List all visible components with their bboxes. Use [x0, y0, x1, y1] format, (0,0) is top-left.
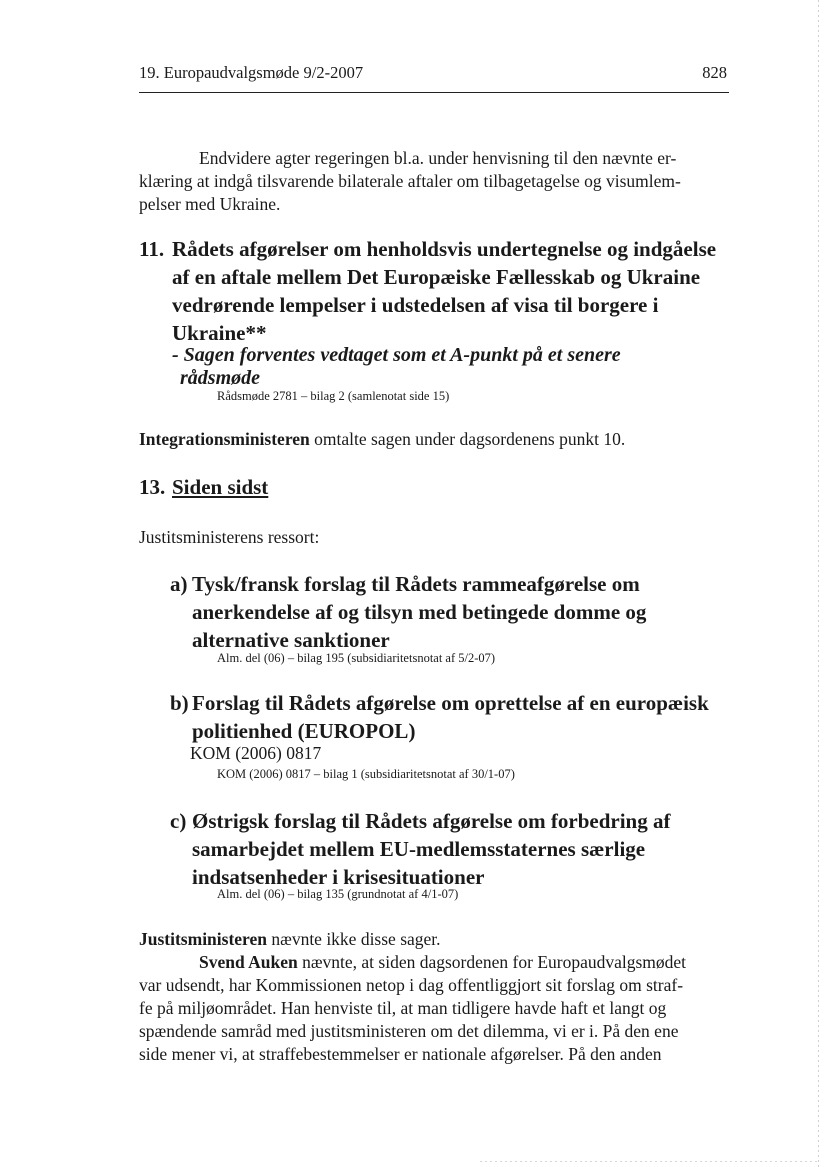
- subitem-c-title-line: samarbejdet mellem EU-medlemsstaternes særlige: [192, 837, 646, 861]
- item-11-note: Rådsmøde 2781 – bilag 2 (samlenotat side 15): [217, 389, 450, 403]
- closing-line-4: fe på miljøområdet. Han henviste til, at man tidligere havde haft et langt og: [139, 998, 667, 1018]
- intro-line-3: pelser med Ukraine.: [139, 194, 281, 214]
- subitem-b-letter: b): [170, 691, 189, 715]
- header-rule: [139, 92, 729, 93]
- item-11-body: [139, 426, 625, 452]
- closing-line-1-text: nævnte ikke disse sager.: [267, 929, 441, 949]
- subitem-c-heading: [170, 807, 732, 891]
- running-header: [139, 61, 729, 89]
- subitem-b-title-line: politienhed (EUROPOL): [192, 719, 416, 743]
- intro-line-1: Endvidere agter regeringen bl.a. under henvisning til den nævnte er-: [199, 148, 677, 168]
- closing-line-5: spændende samråd med justitsministeren om det dilemma, vi er i. På den ene: [139, 1021, 679, 1041]
- subitem-a-title-line: Tysk/fransk forslag til Rådets rammeafgørelse om: [192, 572, 640, 596]
- subitem-a-note: Alm. del (06) – bilag 195 (subsidiaritetsnotat af 5/2-07): [217, 651, 496, 665]
- closing-line-6: side mener vi, at straffebestemmelser er nationale afgørelser. På den anden: [139, 1044, 662, 1064]
- item-11-subtitle-line: - Sagen forventes vedtaget som et A-punkt på et senere: [172, 344, 621, 366]
- subitem-a-title-line: alternative sanktioner: [192, 628, 390, 652]
- item-11-title-line: Ukraine**: [172, 321, 267, 345]
- item-11-body-text: omtalte sagen under dagsordenens punkt 10.: [309, 429, 626, 449]
- item-11-number: 11.: [139, 237, 165, 261]
- minister-name: Justitsministeren: [139, 929, 268, 949]
- item-11-title-line: vedrørende lempelser i udstedelsen af visa til borgere i: [172, 293, 659, 317]
- item-13-heading: [139, 473, 269, 501]
- subitem-c-note: Alm. del (06) – bilag 135 (grundnotat af 4/1-07): [217, 887, 459, 901]
- closing-line-3: var udsendt, har Kommissionen netop i dag offentliggjort sit forslag om straf-: [139, 975, 684, 995]
- subitem-b-title-line: Forslag til Rådets afgørelse om oprettelse af en europæisk: [192, 691, 709, 715]
- subitem-b-note: KOM (2006) 0817 – bilag 1 (subsidiaritetsnotat af 30/1-07): [217, 767, 515, 781]
- scan-edge-bottom: [480, 1161, 819, 1162]
- subitem-c-title-line: indsatsenheder i krisesituationer: [192, 865, 485, 889]
- item-13-number: 13.: [139, 475, 166, 499]
- page-number: 828: [702, 63, 727, 82]
- speaker-name: Svend Auken: [199, 952, 298, 972]
- scan-edge-right: [818, 0, 819, 1167]
- intro-line-2: klæring at indgå tilsvarende bilaterale aftaler om tilbagetagelse og visumlem-: [139, 171, 681, 191]
- item-11-title-line: Rådets afgørelser om henholdsvis undertegnelse og indgåelse: [172, 237, 717, 261]
- minister-name: Integrationsministeren: [139, 429, 310, 449]
- subitem-b-heading: [170, 689, 737, 745]
- item-11-subtitle-line: rådsmøde: [180, 367, 260, 389]
- subitem-a-title-line: anerkendelse af og tilsyn med betingede domme og: [192, 600, 647, 624]
- subitem-c-title-line: Østrigsk forslag til Rådets afgørelse om forbedring af: [192, 809, 671, 833]
- ressort-label: Justitsministerens ressort:: [139, 527, 320, 547]
- subitem-a-letter: a): [170, 572, 188, 596]
- item-11-title-line: af en aftale mellem Det Europæiske Fællesskab og Ukraine: [172, 265, 701, 289]
- item-13-title: Siden sidst: [172, 475, 269, 499]
- subitem-c-letter: c): [170, 809, 187, 833]
- subitem-a-heading: [170, 570, 732, 654]
- item-11-heading: [139, 235, 742, 347]
- header-title: 19. Europaudvalgsmøde 9/2-2007: [139, 63, 364, 82]
- subitem-b-kom: KOM (2006) 0817: [190, 743, 322, 763]
- closing-line-2-text: nævnte, at siden dagsordenen for Europaudvalgsmødet: [297, 952, 687, 972]
